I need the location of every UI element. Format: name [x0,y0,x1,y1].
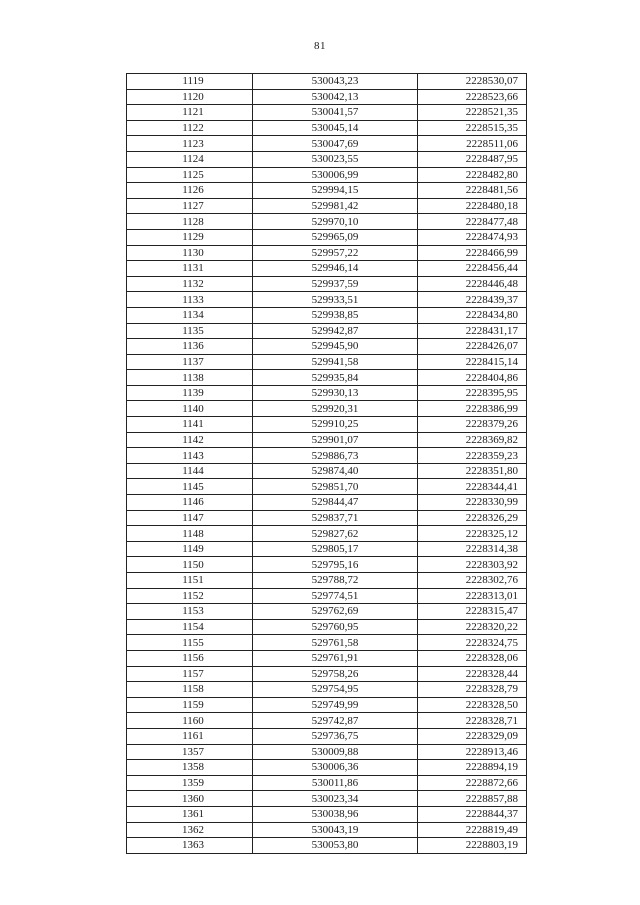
table-row [127,120,527,136]
x-coordinate-cell: 529994,15 [253,183,418,199]
x-coordinate-cell: 529933,51 [253,292,418,308]
point-number-cell: 1133 [127,292,253,308]
table-row [127,510,527,526]
page-number: 81 [314,40,326,52]
table-row [127,151,527,167]
y-coordinate-cell: 2228395,95 [418,385,527,401]
y-coordinate-cell: 2228344,41 [418,479,527,495]
y-coordinate-cell: 2228351,80 [418,463,527,479]
table-row [127,791,527,807]
x-coordinate-cell: 529754,95 [253,682,418,698]
y-coordinate-cell: 2228515,35 [418,120,527,136]
table-row [127,806,527,822]
table-row [127,448,527,464]
x-coordinate-cell: 529736,75 [253,728,418,744]
table-row [127,713,527,729]
point-number-cell: 1143 [127,448,253,464]
table-row [127,89,527,105]
x-coordinate-cell: 529910,25 [253,417,418,433]
point-number-cell: 1156 [127,650,253,666]
point-number-cell: 1141 [127,417,253,433]
x-coordinate-cell: 529935,84 [253,370,418,386]
table-row [127,136,527,152]
point-number-cell: 1359 [127,775,253,791]
y-coordinate-cell: 2228477,48 [418,214,527,230]
x-coordinate-cell: 529945,90 [253,339,418,355]
table-row [127,588,527,604]
y-coordinate-cell: 2228313,01 [418,588,527,604]
x-coordinate-cell: 529920,31 [253,401,418,417]
table-row [127,573,527,589]
table-row [127,307,527,323]
point-number-cell: 1136 [127,339,253,355]
x-coordinate-cell: 529761,58 [253,635,418,651]
y-coordinate-cell: 2228386,99 [418,401,527,417]
y-coordinate-cell: 2228359,23 [418,448,527,464]
table-row [127,495,527,511]
x-coordinate-cell: 530053,80 [253,838,418,854]
y-coordinate-cell: 2228328,79 [418,682,527,698]
point-number-cell: 1358 [127,760,253,776]
x-coordinate-cell: 529788,72 [253,573,418,589]
y-coordinate-cell: 2228314,38 [418,541,527,557]
point-number-cell: 1125 [127,167,253,183]
x-coordinate-cell: 529886,73 [253,448,418,464]
y-coordinate-cell: 2228302,76 [418,573,527,589]
table-row [127,276,527,292]
x-coordinate-cell: 530011,86 [253,775,418,791]
y-coordinate-cell: 2228481,56 [418,183,527,199]
x-coordinate-cell: 529981,42 [253,198,418,214]
table-row [127,198,527,214]
point-number-cell: 1129 [127,229,253,245]
y-coordinate-cell: 2228511,06 [418,136,527,152]
x-coordinate-cell: 529874,40 [253,463,418,479]
x-coordinate-cell: 530023,34 [253,791,418,807]
y-coordinate-cell: 2228324,75 [418,635,527,651]
point-number-cell: 1363 [127,838,253,854]
table-row [127,463,527,479]
y-coordinate-cell: 2228303,92 [418,557,527,573]
x-coordinate-cell: 529844,47 [253,495,418,511]
y-coordinate-cell: 2228857,88 [418,791,527,807]
point-number-cell: 1124 [127,151,253,167]
point-number-cell: 1128 [127,214,253,230]
point-number-cell: 1139 [127,385,253,401]
point-number-cell: 1146 [127,495,253,511]
y-coordinate-cell: 2228872,66 [418,775,527,791]
y-coordinate-cell: 2228480,18 [418,198,527,214]
point-number-cell: 1142 [127,432,253,448]
coordinates-table [126,73,527,854]
table-row [127,635,527,651]
point-number-cell: 1154 [127,619,253,635]
table-row [127,432,527,448]
y-coordinate-cell: 2228315,47 [418,604,527,620]
point-number-cell: 1150 [127,557,253,573]
table-row [127,650,527,666]
table-row [127,354,527,370]
table-row [127,822,527,838]
x-coordinate-cell: 529760,95 [253,619,418,635]
table-row [127,323,527,339]
x-coordinate-cell: 529930,13 [253,385,418,401]
point-number-cell: 1152 [127,588,253,604]
x-coordinate-cell: 529795,16 [253,557,418,573]
table-row [127,261,527,277]
table-row [127,229,527,245]
table-row [127,370,527,386]
point-number-cell: 1153 [127,604,253,620]
y-coordinate-cell: 2228803,19 [418,838,527,854]
table-row [127,775,527,791]
table-row [127,838,527,854]
y-coordinate-cell: 2228521,35 [418,105,527,121]
y-coordinate-cell: 2228523,66 [418,89,527,105]
table-row [127,557,527,573]
point-number-cell: 1127 [127,198,253,214]
x-coordinate-cell: 530043,19 [253,822,418,838]
x-coordinate-cell: 529938,85 [253,307,418,323]
y-coordinate-cell: 2228913,46 [418,744,527,760]
x-coordinate-cell: 529827,62 [253,526,418,542]
point-number-cell: 1131 [127,261,253,277]
point-number-cell: 1122 [127,120,253,136]
x-coordinate-cell: 529742,87 [253,713,418,729]
y-coordinate-cell: 2228439,37 [418,292,527,308]
table-row [127,744,527,760]
y-coordinate-cell: 2228415,14 [418,354,527,370]
y-coordinate-cell: 2228487,95 [418,151,527,167]
table-row [127,760,527,776]
point-number-cell: 1137 [127,354,253,370]
point-number-cell: 1155 [127,635,253,651]
table-row [127,417,527,433]
x-coordinate-cell: 530006,36 [253,760,418,776]
table-row [127,728,527,744]
x-coordinate-cell: 530023,55 [253,151,418,167]
y-coordinate-cell: 2228328,50 [418,697,527,713]
point-number-cell: 1130 [127,245,253,261]
point-number-cell: 1120 [127,89,253,105]
table-row [127,74,527,90]
table-row [127,105,527,121]
y-coordinate-cell: 2228466,99 [418,245,527,261]
y-coordinate-cell: 2228426,07 [418,339,527,355]
point-number-cell: 1144 [127,463,253,479]
x-coordinate-cell: 529758,26 [253,666,418,682]
y-coordinate-cell: 2228530,07 [418,74,527,90]
point-number-cell: 1148 [127,526,253,542]
point-number-cell: 1132 [127,276,253,292]
point-number-cell: 1161 [127,728,253,744]
point-number-cell: 1121 [127,105,253,121]
table-row [127,697,527,713]
table-row [127,666,527,682]
table-row [127,401,527,417]
point-number-cell: 1360 [127,791,253,807]
x-coordinate-cell: 529851,70 [253,479,418,495]
point-number-cell: 1157 [127,666,253,682]
y-coordinate-cell: 2228446,48 [418,276,527,292]
x-coordinate-cell: 529942,87 [253,323,418,339]
point-number-cell: 1160 [127,713,253,729]
y-coordinate-cell: 2228328,06 [418,650,527,666]
point-number-cell: 1138 [127,370,253,386]
x-coordinate-cell: 530043,23 [253,74,418,90]
y-coordinate-cell: 2228456,44 [418,261,527,277]
x-coordinate-cell: 530045,14 [253,120,418,136]
x-coordinate-cell: 529941,58 [253,354,418,370]
point-number-cell: 1119 [127,74,253,90]
table-row [127,604,527,620]
y-coordinate-cell: 2228320,22 [418,619,527,635]
table-row [127,385,527,401]
x-coordinate-cell: 529774,51 [253,588,418,604]
x-coordinate-cell: 529749,99 [253,697,418,713]
y-coordinate-cell: 2228431,17 [418,323,527,339]
y-coordinate-cell: 2228379,26 [418,417,527,433]
y-coordinate-cell: 2228434,80 [418,307,527,323]
coordinates-table-body [127,74,527,854]
x-coordinate-cell: 529957,22 [253,245,418,261]
x-coordinate-cell: 530038,96 [253,806,418,822]
y-coordinate-cell: 2228326,29 [418,510,527,526]
x-coordinate-cell: 529805,17 [253,541,418,557]
x-coordinate-cell: 529965,09 [253,229,418,245]
y-coordinate-cell: 2228404,86 [418,370,527,386]
x-coordinate-cell: 530041,57 [253,105,418,121]
x-coordinate-cell: 529946,14 [253,261,418,277]
x-coordinate-cell: 529901,07 [253,432,418,448]
table-row [127,682,527,698]
y-coordinate-cell: 2228819,49 [418,822,527,838]
point-number-cell: 1147 [127,510,253,526]
y-coordinate-cell: 2228330,99 [418,495,527,511]
table-row [127,167,527,183]
x-coordinate-cell: 530042,13 [253,89,418,105]
x-coordinate-cell: 530006,99 [253,167,418,183]
point-number-cell: 1361 [127,806,253,822]
point-number-cell: 1123 [127,136,253,152]
y-coordinate-cell: 2228328,71 [418,713,527,729]
point-number-cell: 1357 [127,744,253,760]
x-coordinate-cell: 529837,71 [253,510,418,526]
y-coordinate-cell: 2228325,12 [418,526,527,542]
x-coordinate-cell: 530009,88 [253,744,418,760]
point-number-cell: 1159 [127,697,253,713]
table-row [127,526,527,542]
x-coordinate-cell: 530047,69 [253,136,418,152]
x-coordinate-cell: 529937,59 [253,276,418,292]
point-number-cell: 1149 [127,541,253,557]
table-row [127,619,527,635]
point-number-cell: 1126 [127,183,253,199]
y-coordinate-cell: 2228894,19 [418,760,527,776]
table-row [127,183,527,199]
y-coordinate-cell: 2228482,80 [418,167,527,183]
x-coordinate-cell: 529970,10 [253,214,418,230]
y-coordinate-cell: 2228329,09 [418,728,527,744]
point-number-cell: 1158 [127,682,253,698]
x-coordinate-cell: 529762,69 [253,604,418,620]
y-coordinate-cell: 2228474,93 [418,229,527,245]
point-number-cell: 1140 [127,401,253,417]
point-number-cell: 1134 [127,307,253,323]
table-row [127,292,527,308]
table-row [127,479,527,495]
table-row [127,339,527,355]
y-coordinate-cell: 2228369,82 [418,432,527,448]
table-row [127,541,527,557]
y-coordinate-cell: 2228844,37 [418,806,527,822]
point-number-cell: 1135 [127,323,253,339]
y-coordinate-cell: 2228328,44 [418,666,527,682]
table-row [127,214,527,230]
point-number-cell: 1145 [127,479,253,495]
x-coordinate-cell: 529761,91 [253,650,418,666]
point-number-cell: 1151 [127,573,253,589]
point-number-cell: 1362 [127,822,253,838]
table-row [127,245,527,261]
